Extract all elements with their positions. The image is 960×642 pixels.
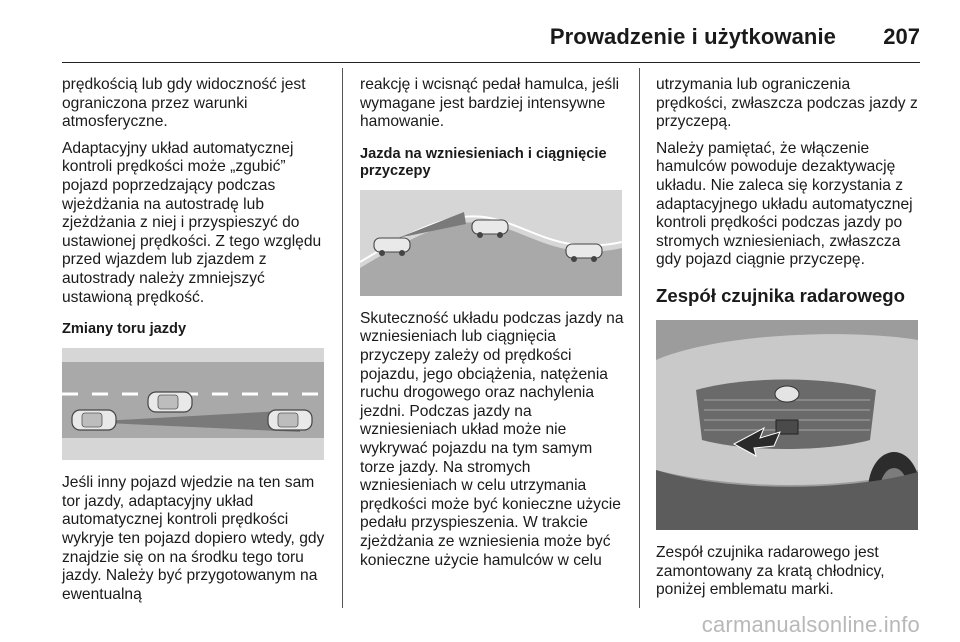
lane-change-illustration [62,348,324,460]
section-heading-radar-sensor: Zespół czujnika radarowego [656,284,906,306]
hill-driving-illustration [360,190,622,296]
column-2 [360,76,624,578]
paragraph: utrzymania lub ograniczenia prędkości, zwłaszcza podczas jazdy z przyczepą. [656,76,918,131]
paragraph: Adaptacyjny układ automatycznej kontroli prędkości może „zgubić” pojazd poprzedzający podczas wjeżdżania na autostradę lub zjeżdżania z niej i przyspieszyć do ustawionej prędkości. Z tego względu przed wjazdem lub zjazdem z autostrady należy zmniejszyć ustawioną prędkość. [62,139,322,306]
paragraph: Należy pamiętać, że włączenie hamulców powoduje dezaktywację układu. Nie zaleca się korzystania z adaptacyjnego układu automatycznej kontroli prędkości podczas jazdy po stromych wzniesieniach, zwłaszcza gdy pojazd ciągnie przyczepę. [656,139,913,269]
paragraph: prędkością lub gdy widoczność jest ograniczona przez warunki atmosferyczne. [62,76,306,131]
car-icon [148,392,192,412]
page-title: Prowadzenie i użytkowanie [549,24,836,49]
page-number: 207 [883,24,920,49]
paragraph: Zespół czujnika radarowego jest zamontowany za kratą chłodnicy, poniżej emblematu marki. [656,543,885,599]
radar-sensor-photo [656,320,918,530]
section-heading-lane-change: Zmiany toru jazdy [62,321,187,338]
column-divider [342,68,343,608]
paragraph: reakcję i wcisnąć pedał hamulca, jeśli wymagane jest bardziej intensywne hamowanie. [360,76,620,131]
brand-emblem [775,386,799,402]
car-icon [72,410,116,430]
column-3 [656,76,924,608]
column-divider [639,68,640,608]
section-heading-hills-towing: Jazda na wzniesieniach i ciągnięcie przyczepy [360,145,607,179]
page-header [62,14,920,63]
paragraph: Skuteczność układu podczas jazdy na wzniesieniach lub ciągnięcia przyczepy zależy od prędkości pojazdu, jego obciążenia, natężenia ruchu drogowego oraz nachylenia jezdni. Podczas jazdy na wzniesieniach układ może nie wykrywać pojazdu na tym samym torze jazdy. Na stromych wzniesieniach w celu utrzymania prędkości może być konieczne użycie pedału przyspieszenia. W trakcie zjeżdżania ze wzniesienia może być konieczne użycie hamulców w celu [360,309,624,569]
column-1 [62,76,332,612]
watermark: carmanualsonline.info [701,612,920,637]
paragraph: Jeśli inny pojazd wjedzie na ten sam tor jazdy, adaptacyjny układ automatycznej kontroli prędkości wykryje ten pojazd dopiero wtedy, gdy znajdzie się on na środku tego toru jazdy. Należy być przygotowanym na ewentualną [62,474,325,603]
car-icon [268,410,312,430]
